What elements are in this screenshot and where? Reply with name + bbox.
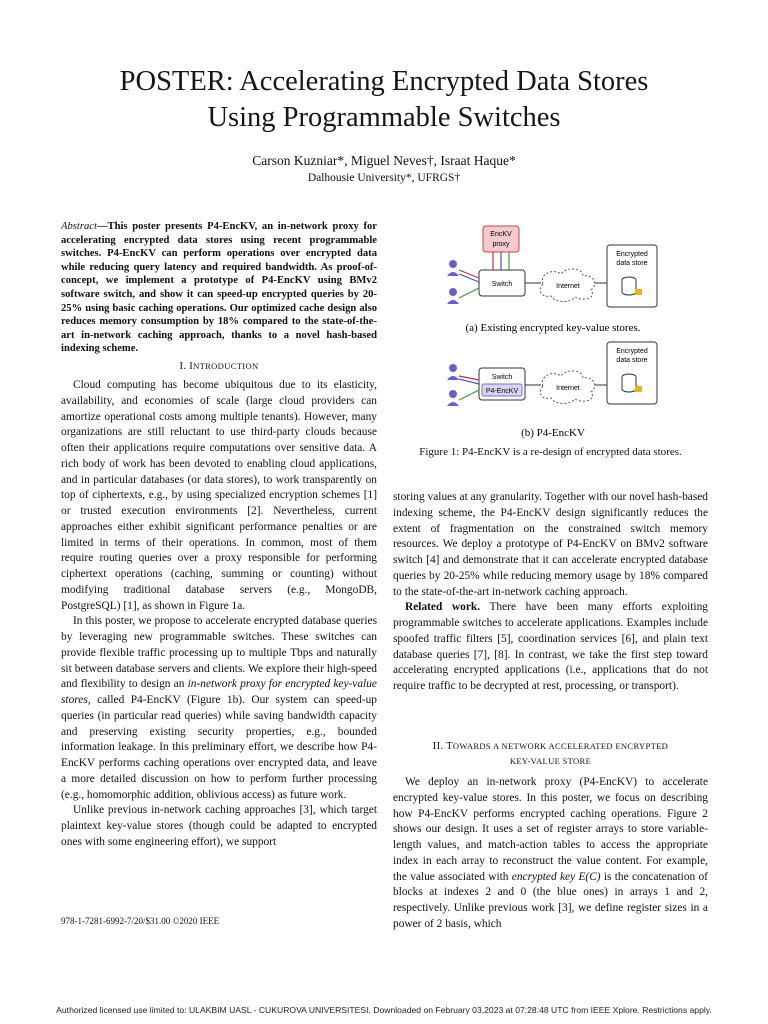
figure-1b bbox=[447, 342, 657, 439]
affiliation: Dalhousie University*, UFRGS† bbox=[307, 172, 461, 184]
abstract-text: —This poster presents P4-EncKV, an in-network proxy for accelerating encrypted data stores using recent programmable switches. P4-EncKV can perform operations over encrypted data while reducing query latency and required bandwidth. As proof-of-concept, we implement a prototype of P4-EncKV using BMv2 software switch, and show it can speed-up encrypted queries by 20-25% using basic caching operations. Our optimized cache design also reduces memory consumption by 18% compared to the state-of-the-art in-network caching approach, thanks to a novel hash-based indexing scheme. bbox=[61, 221, 377, 355]
database-icon-b bbox=[622, 374, 636, 392]
right-body bbox=[393, 490, 708, 695]
abstract bbox=[61, 220, 377, 356]
paper-title bbox=[0, 64, 768, 136]
internet-label: Internet bbox=[556, 283, 580, 290]
section-1-number: I. bbox=[179, 361, 190, 372]
figure-1b-caption: (b) P4-EncKV bbox=[521, 427, 585, 439]
related-work-label: Related work. bbox=[405, 601, 481, 614]
license-footer: Authorized licensed use limited to: ULAKBIM UASL - CUKUROVA UNIVERSITESI. Downloaded on February 03,2023 at 07:28:48 UTC from IEEE Xplore. Restrictions apply. bbox=[56, 1005, 712, 1015]
lock-icon-b bbox=[635, 386, 642, 392]
lock-icon bbox=[635, 289, 642, 295]
figure-1-caption: Figure 1: P4-EncKV is a re-design of encrypted data stores. bbox=[419, 446, 682, 458]
store-label-1: Encrypted bbox=[616, 251, 648, 258]
section-2-line-1: OWARDS A NETWORK ACCELERATED ENCRYPTED bbox=[452, 741, 669, 751]
internet-label-b: Internet bbox=[556, 385, 580, 392]
section-1-heading bbox=[61, 361, 377, 372]
store-label-2: data store bbox=[616, 260, 648, 267]
s2-math: E(C) bbox=[578, 870, 601, 883]
section-2-number: II. T bbox=[432, 741, 453, 752]
section-2-line-2: KEY-VALUE STORE bbox=[509, 756, 592, 766]
user-icons-b bbox=[447, 364, 479, 406]
store-b-label-2: data store bbox=[616, 357, 648, 364]
intro-paragraph-3: Unlike previous in-network caching approaches [3], which target plaintext key-value stores (though could be adapted to encrypted ones with some engineering effort), we support bbox=[61, 804, 377, 848]
related-work-text: There have been many efforts exploiting programmable switches to accelerate applications. Examples include spoofed traffic filters [5], coordination services [6], and plain text database queries [7], [8]. In contrast, we take the first step toward accelerating encrypted applications (i.e., applications that do not require traffic to be decrypted at rest, processing, or transport). bbox=[393, 601, 708, 692]
abstract-label: Abstract bbox=[61, 221, 97, 232]
section-1-initial: I bbox=[189, 361, 194, 372]
figure-1a bbox=[447, 226, 657, 334]
enckv-label: EncKV bbox=[490, 231, 512, 238]
section-2-paragraph bbox=[393, 775, 708, 933]
p4-enckv-label: P4-EncKV bbox=[485, 388, 519, 395]
section-2-heading bbox=[393, 739, 708, 769]
s2-emph: encrypted key bbox=[511, 870, 576, 883]
right-paragraph-1: storing values at any granularity. Together with our novel hash-based indexing scheme, the P4-EncKV design significantly reduces the extent of fragmentation on the constrained switch memory resources. We deploy a prototype of P4-EncKV on BMv2 software switch [4] and demonstrate that it can accelerate encrypted database queries by 20-25% while reducing memory usage by 18% compared to the state-of-the-art in-network caching approach. bbox=[393, 491, 708, 598]
intro-p2-emph: in-network proxy for encrypted key-value stores bbox=[61, 678, 377, 706]
database-icon bbox=[622, 277, 636, 295]
s2-text-a: We deploy an in-network proxy (P4-EncKV) to accelerate encrypted key-value stores. In this poster, we focus on describing how P4-EncKV performs encrypted caching operations. Figure 2 shows our design. It uses a set of register arrays to store variable-length values, and match-action tables to access the appropriate index in each array to reconstruct the value content. For example, the value associated with bbox=[393, 776, 708, 883]
intro-paragraph-1: Cloud computing has become ubiquitous due to its elasticity, availability, and economies of scale (large cloud providers can amortize operational costs among multiple tenants). However, many organizations are still reluctant to use third-party clouds because often their applications require computations over sensitive data. A rich body of work has been devoted to enabling cloud applications, and in particular databases (or data stores), to work transparently on top of ciphertexts, e.g., by using specialized encryption schemes [1] or trusted execution environments [2]. Nevertheless, current approaches either exhibit significant performance penalties or are limited in terms of their operations. In common, most of them require routing queries over a proxy responsible for performing ciphertext operations (caching, summing or counting) without modifying traditional database servers (e.g., MongoDB, PostgreSQL) [1], as shown in Figure 1a. bbox=[61, 379, 377, 612]
switch-label: Switch bbox=[491, 281, 513, 288]
store-b-label-1: Encrypted bbox=[616, 348, 648, 355]
switch-label-b: Switch bbox=[491, 374, 513, 381]
figure-1 bbox=[393, 218, 713, 463]
title-line-2: Using Programmable Switches bbox=[207, 102, 561, 133]
related-work-paragraph bbox=[393, 600, 708, 695]
copyright-line: 978-1-7281-6992-7/20/$31.00 ©2020 IEEE bbox=[61, 916, 220, 926]
s2-text-d: is the concatenation of blocks at indexes 2 and 0 (the blue ones) in arrays 1 and 2, respectively. Unlike previous work [3], we define register sizes in a power of 2 basis, which bbox=[393, 870, 708, 930]
intro-p2-c: , called P4-EncKV (Figure 1b). Our system can speed-up queries (in particular read queries) while saving bandwidth capacity and preserving existing security properties, e.g., bounded information leakage. In this preliminary effort, we describe how P4-EncKV performs caching operations over encrypted data, and leave a more detailed discussion on how to perform further processing (e.g., homomorphic addition, oblivious access) as future work. bbox=[61, 694, 377, 801]
figure-1a-caption: (a) Existing encrypted key-value stores. bbox=[465, 322, 641, 334]
title-line-1: POSTER: Accelerating Encrypted Data Stores bbox=[119, 66, 649, 97]
enckv-proxy-box bbox=[483, 226, 519, 252]
section-2-body bbox=[393, 775, 708, 933]
intro-p2-a: In this poster, we propose to accelerate encrypted database queries by leveraging new programmable switches. These switches can provide flexible traffic processing up to multiple Tbps and naturally sit between database servers and clients. We explore their high-speed and flexibility to design an bbox=[61, 615, 377, 691]
proxy-label: proxy bbox=[492, 241, 510, 248]
intro-body bbox=[61, 378, 377, 851]
section-1-rest: NTRODUCTION bbox=[193, 361, 259, 371]
user-icons-a bbox=[447, 260, 479, 304]
intro-paragraph-2 bbox=[61, 614, 377, 803]
authors: Carson Kuzniar*, Miguel Neves†, Israat Haque* bbox=[252, 153, 516, 168]
